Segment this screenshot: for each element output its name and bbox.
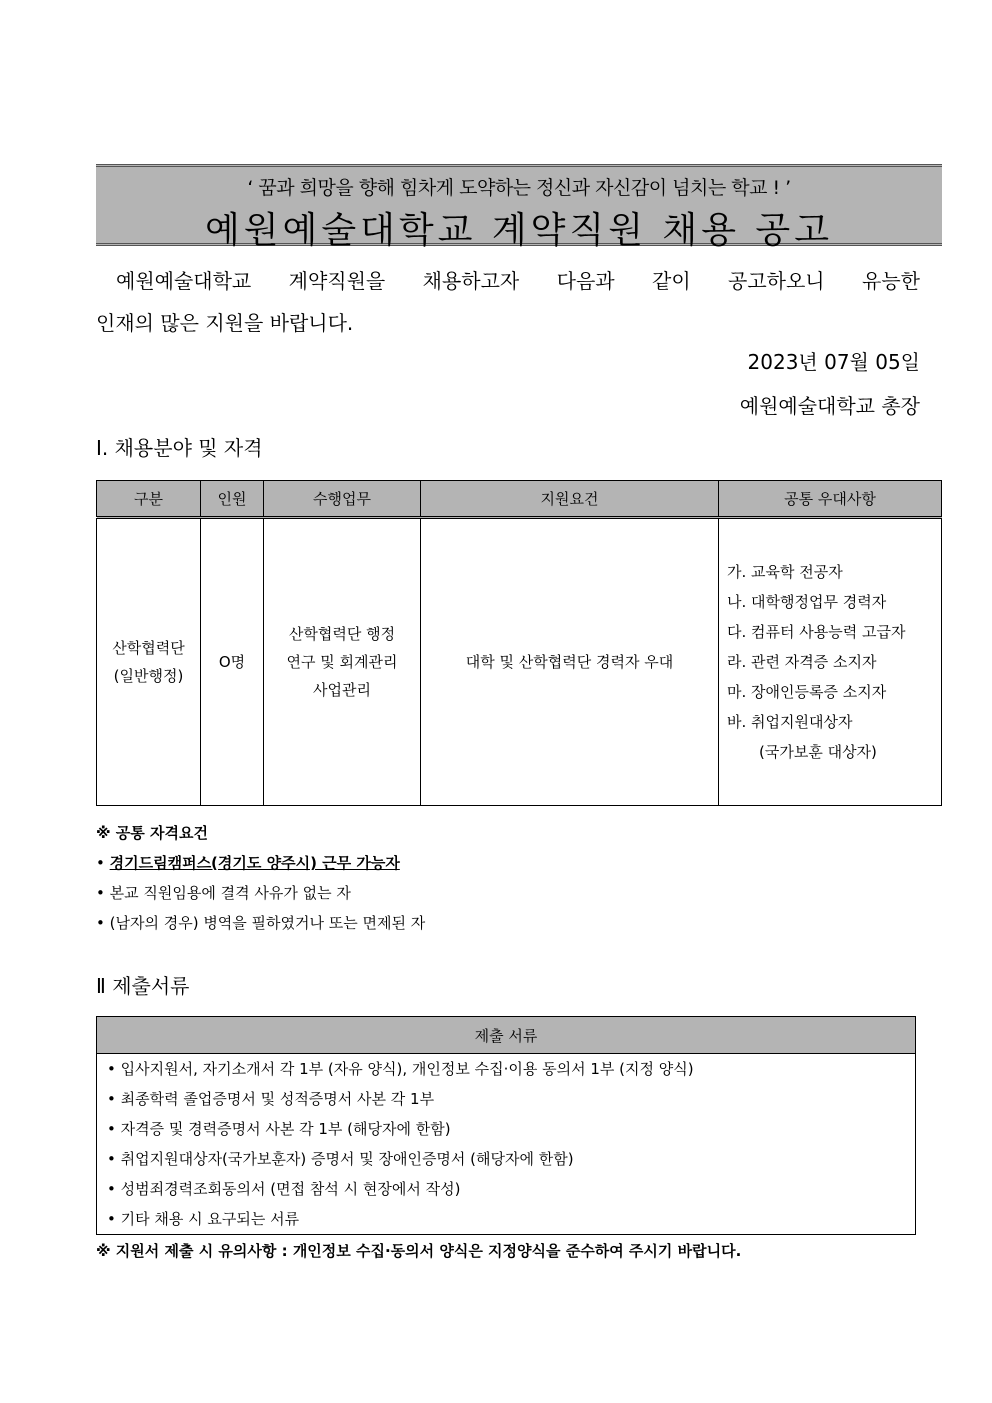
- preference-item: 바. 취업지원대상자: [727, 713, 853, 731]
- intro-paragraph: [96, 260, 920, 344]
- table-header-row: [97, 1017, 916, 1054]
- category-line: (일반행정): [113, 667, 184, 685]
- list-item: • 입사지원서, 자기소개서 각 1부 (자유 양식), 개인정보 수집·이용 동의서 1부 (지정 양식): [107, 1060, 694, 1078]
- header-count: 인원: [201, 481, 264, 518]
- list-item: • 경기드림캠퍼스(경기도 양주시) 근무 가능자: [96, 854, 400, 872]
- requirement-text: 경기드림캠퍼스(경기도 양주시) 근무 가능자: [109, 854, 400, 872]
- preference-item: 라. 관련 자격증 소지자: [727, 653, 877, 671]
- intro-word: 공고하오니: [728, 269, 825, 293]
- document-text: 자격증 및 경력증명서 사본 각 1부 (해당자에 한함): [120, 1120, 451, 1138]
- list-item: • 취업지원대상자(국가보훈자) 증명서 및 장애인증명서 (해당자에 한함): [107, 1150, 574, 1168]
- cell-requirement: 대학 및 산학협력단 경력자 우대: [421, 518, 719, 806]
- cell-category: [97, 518, 201, 806]
- preference-item: 가. 교육학 전공자: [727, 563, 843, 581]
- preference-item: 다. 컴퓨터 사용능력 고급자: [727, 623, 906, 641]
- list-item: • 자격증 및 경력증명서 사본 각 1부 (해당자에 한함): [107, 1120, 451, 1138]
- intro-word: 채용하고자: [422, 269, 520, 293]
- header-duties: 수행업무: [264, 481, 421, 518]
- page-title: 예원예술대학교 계약직원 채용 공고: [205, 210, 833, 251]
- intro-word: 같이: [652, 269, 691, 293]
- duty-line: 연구 및 회계관리: [286, 653, 398, 671]
- document-text: 기타 채용 시 요구되는 서류: [120, 1210, 300, 1228]
- document-text: 취업지원대상자(국가보훈자) 증명서 및 장애인증명서 (해당자에 한함): [120, 1150, 574, 1168]
- intro-word: 유능한: [862, 269, 920, 293]
- signature: 예원예술대학교 총장: [739, 394, 920, 418]
- table-header-row: [97, 481, 942, 518]
- list-item: • 본교 직원임용에 결격 사유가 없는 자: [96, 884, 351, 902]
- preference-item: (국가보훈 대상자): [759, 743, 877, 761]
- document-text: 입사지원서, 자기소개서 각 1부 (자유 양식), 개인정보 수집·이용 동의서 1부 (지정 양식): [120, 1060, 694, 1078]
- header-requirement: 지원요건: [421, 481, 719, 518]
- document-text: 성범죄경력조회동의서 (면접 참석 시 현장에서 작성): [120, 1180, 461, 1198]
- intro-line-1: [96, 260, 920, 302]
- documents-table: [96, 1016, 916, 1235]
- slogan: ‘ 꿈과 희망을 향해 힘차게 도약하는 정신과 자신감이 넘치는 학교 ! ’: [247, 177, 791, 199]
- requirements-title: ※ 공통 자격요건: [96, 824, 208, 842]
- duty-line: 사업관리: [313, 681, 371, 699]
- recruitment-table: [96, 480, 942, 806]
- intro-word: 다음과: [556, 269, 615, 293]
- section2-title: Ⅱ 제출서류: [96, 974, 190, 998]
- submission-note: ※ 지원서 제출 시 유의사항 : 개인정보 수집·동의서 양식은 지정양식을 준수하여 주시기 바랍니다.: [96, 1242, 742, 1260]
- intro-word: 예원예술대학교: [116, 269, 252, 293]
- list-item: • (남자의 경우) 병역을 필하였거나 또는 면제된 자: [96, 914, 426, 932]
- document-text: 최종학력 졸업증명서 및 성적증명서 사본 각 1부: [120, 1090, 435, 1108]
- header-documents: 제출 서류: [97, 1017, 916, 1054]
- title-banner: [96, 164, 942, 251]
- preference-item: 마. 장애인등록증 소지자: [727, 683, 887, 701]
- intro-line-2: 인재의 많은 지원을 바랍니다.: [96, 311, 354, 335]
- requirement-text: 본교 직원임용에 결격 사유가 없는 자: [109, 884, 351, 902]
- category-line: 산학협력단: [112, 639, 185, 657]
- section1-title: Ⅰ. 채용분야 및 자격: [96, 436, 263, 460]
- documents-cell: [97, 1054, 916, 1235]
- header-preferences: 공통 우대사항: [719, 481, 942, 518]
- duty-line: 산학협력단 행정: [288, 625, 396, 643]
- cell-count: O명: [201, 518, 264, 806]
- cell-preferences: [719, 518, 942, 806]
- list-item: • 기타 채용 시 요구되는 서류: [107, 1210, 300, 1228]
- list-item: • 최종학력 졸업증명서 및 성적증명서 사본 각 1부: [107, 1090, 435, 1108]
- table-row: [97, 518, 942, 806]
- cell-duties: [264, 518, 421, 806]
- common-requirements: [96, 818, 425, 938]
- list-item: • 성범죄경력조회동의서 (면접 참석 시 현장에서 작성): [107, 1180, 461, 1198]
- preference-item: 나. 대학행정업무 경력자: [727, 593, 887, 611]
- intro-word: 계약직원을: [288, 269, 386, 293]
- requirement-text: (남자의 경우) 병역을 필하였거나 또는 면제된 자: [109, 914, 426, 932]
- table-row: [97, 1054, 916, 1235]
- notice-date: 2023년 07월 05일: [747, 350, 920, 374]
- header-category: 구분: [97, 481, 201, 518]
